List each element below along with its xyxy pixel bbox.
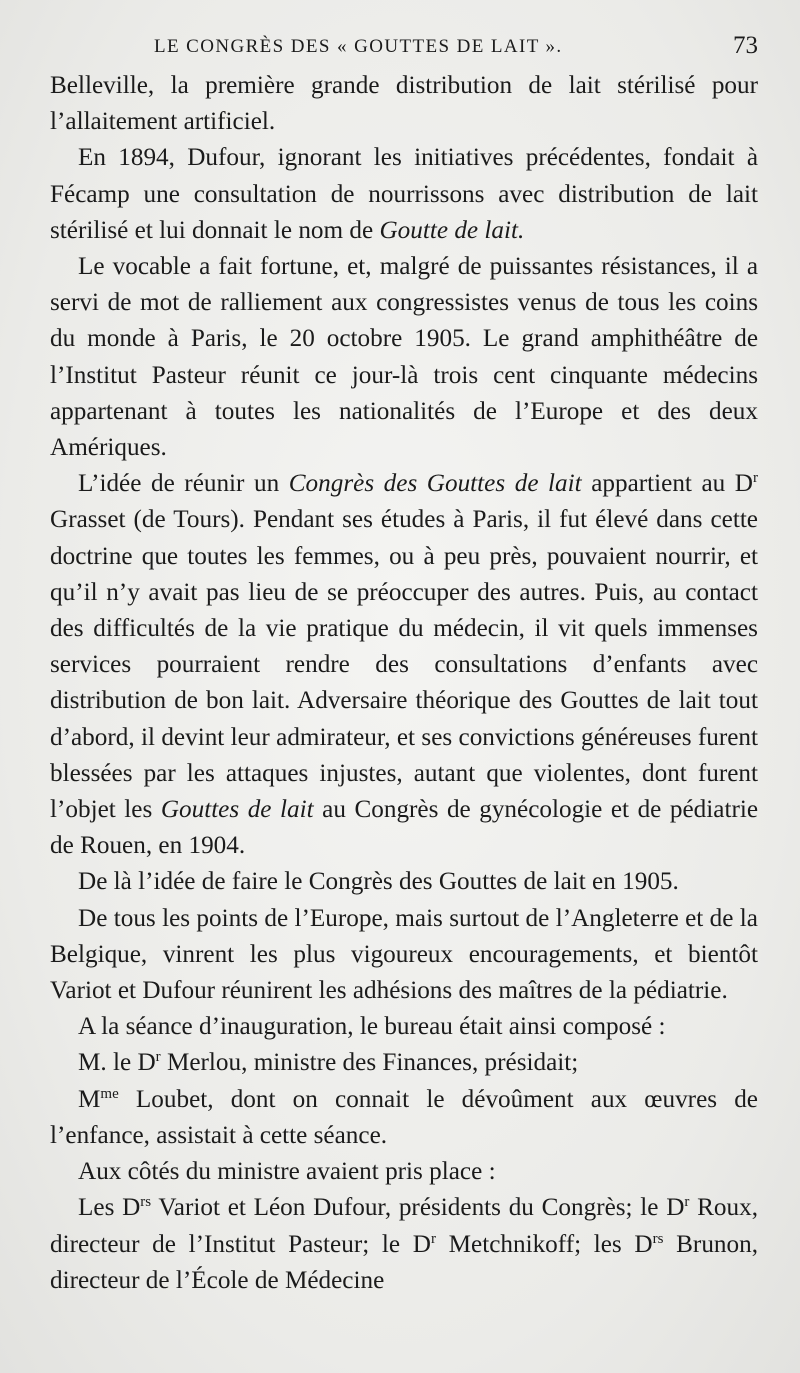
paragraph: Belleville, la première grande distribution de lait stérilisé pour l’allaitement artificiel.	[50, 72, 758, 136]
paragraph: M. le $D^r$ Merlou, ministre des Finances, présidait;	[78, 1049, 579, 1077]
running-header	[50, 30, 758, 68]
paragraph: De tous les points de l’Europe, mais surtout de l’Angleterre et de la Belgique, vinrent les plus vigoureux encouragements, et bientôt Variot et Dufour réunirent les adhésions des maîtres de la pédiatrie.	[50, 904, 758, 1005]
page-body	[50, 68, 758, 1299]
paragraph: Aux côtés du ministre avaient pris place :	[78, 1158, 496, 1186]
running-title: LE CONGRÈS DES « GOUTTES DE LAIT ».	[154, 36, 563, 57]
italic-phrase: Congrès des Gouttes de lait	[288, 470, 582, 498]
paragraph: Les $D^{rs}$ Variot et Léon Dufour, présidents du Congrès; le $D^r$ Roux, directeur de l’Institut Pasteur; le $D^r$ Metchnikoff; les $D^{rs}$ Brunon, directeur de l’École de Médecine	[50, 1194, 758, 1294]
paragraph: $M^{me}$ Loubet, dont on connait le dévoûment aux œuvres de l’enfance, assistait à cette séance.	[50, 1085, 758, 1149]
paragraph: Le vocable a fait fortune, et, malgré de puissantes résistances, il a servi de mot de ralliement aux congressistes venus de tous les coins du monde à Paris, le 20 octobre 1905. Le grand amphithéâtre de l’Institut Pasteur réunit ce jour-là trois cent cinquante médecins appartenant à toutes les nationalités de l’Europe et des deux Amériques.	[50, 253, 758, 462]
paragraph: A la séance d’inauguration, le bureau était ainsi composé :	[78, 1013, 666, 1041]
italic-phrase: Gouttes de lait	[160, 796, 314, 824]
paragraph: En 1894, Dufour, ignorant les initiatives précédentes, fondait à Fécamp une consultation de nourrissons avec distribution de lait stérilisé et lui donnait le nom de Goutte de lait.	[50, 144, 758, 244]
paragraph: De là l’idée de faire le Congrès des Gouttes de lait en 1905.	[78, 868, 679, 896]
paragraph: L’idée de réunir un Congrès des Gouttes de lait appartient au $D^r$ Grasset (de Tours). Pendant ses études à Paris, il fut élevé dans cette doctrine que toutes les femmes, ou à peu près, pouvaient nourrir, et qu’il n’y avait pas lieu de se préoccuper des autres. Puis, au contact des difficultés de la vie pratique du médecin, il vit quels immenses services pourraient rendre des consultations d’enfants avec distribution de bon lait. Adversaire théorique des Gouttes de lait tout d’abord, il devint leur admirateur, et ses convictions généreuses furent blessées par les attaques injustes, autant que violentes, dont furent l’objet les Gouttes de lait au Congrès de gynécologie et de pédiatrie de Rouen, en 1904.	[50, 470, 759, 860]
page-number: 73	[733, 32, 758, 59]
italic-phrase: Goutte de lait.	[379, 216, 525, 244]
